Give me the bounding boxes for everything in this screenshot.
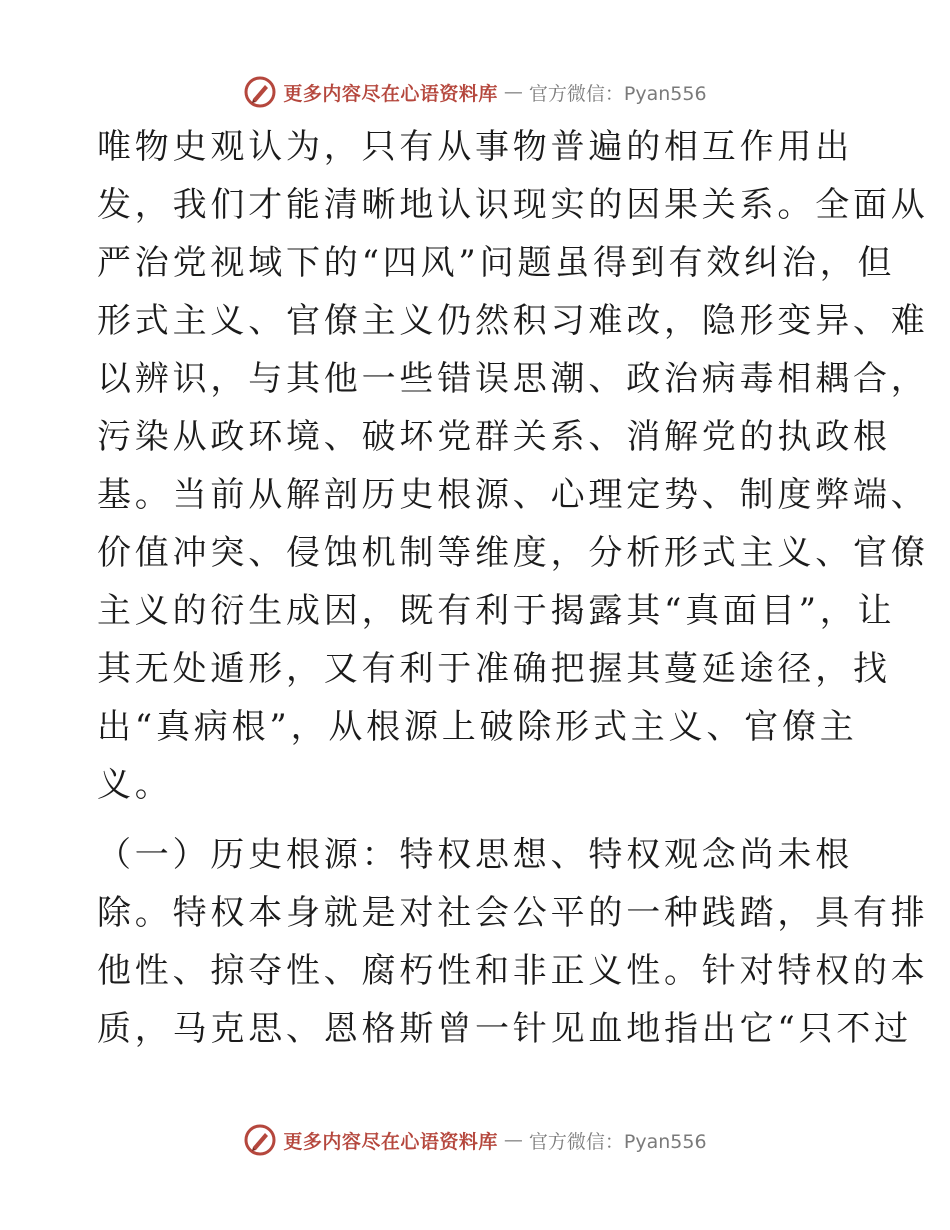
body-line: 形式主义、官僚主义仍然积习难改，隐形变异、难	[97, 301, 929, 341]
body-line: 质，马克思、恩格斯曾一针见血地指出它“只不过	[97, 1009, 912, 1049]
section-heading-line: （一）历史根源：特权思想、特权观念尚未根	[97, 835, 853, 875]
body-line: 义。	[97, 765, 173, 805]
pen-logo-icon	[243, 75, 277, 109]
pen-logo-icon	[243, 1123, 277, 1157]
body-line: 唯物史观认为，只有从事物普遍的相互作用出	[97, 127, 853, 167]
body-line: 他性、掠夺性、腐朽性和非正义性。针对特权的本	[97, 951, 929, 991]
footer-brand-text: 更多内容尽在心语资料库	[283, 1130, 498, 1153]
footer-banner	[0, 1120, 950, 1160]
body-line: 其无处遁形，又有利于准确把握其蔓延途径，找	[97, 649, 891, 689]
header-brand-text: 更多内容尽在心语资料库	[283, 82, 498, 105]
footer-separator: —	[503, 1129, 523, 1151]
header-banner	[0, 72, 950, 112]
body-line: 基。当前从解剖历史根源、心理定势、制度弊端、	[97, 475, 929, 515]
body-line: 价值冲突、侵蚀机制等维度，分析形式主义、官僚	[97, 533, 929, 573]
header-separator: —	[503, 81, 523, 103]
header-contact-text: 官方微信：Pyan556	[528, 82, 707, 105]
body-line: 污染从政环境、破坏党群关系、消解党的执政根	[97, 417, 891, 457]
body-line: 严治党视域下的“四风”问题虽得到有效纠治，但	[97, 243, 896, 283]
body-line: 主义的衍生成因，既有利于揭露其“真面目”，让	[97, 591, 896, 631]
body-line: 发，我们才能清晰地认识现实的因果关系。全面从	[97, 185, 929, 225]
footer-contact-text: 官方微信：Pyan556	[528, 1130, 707, 1153]
body-line: 以辨识，与其他一些错误思潮、政治病毒相耦合，	[97, 359, 929, 399]
body-line: 除。特权本身就是对社会公平的一种践踏，具有排	[97, 893, 929, 933]
body-line: 出“真病根”，从根源上破除形式主义、官僚主	[97, 707, 858, 747]
